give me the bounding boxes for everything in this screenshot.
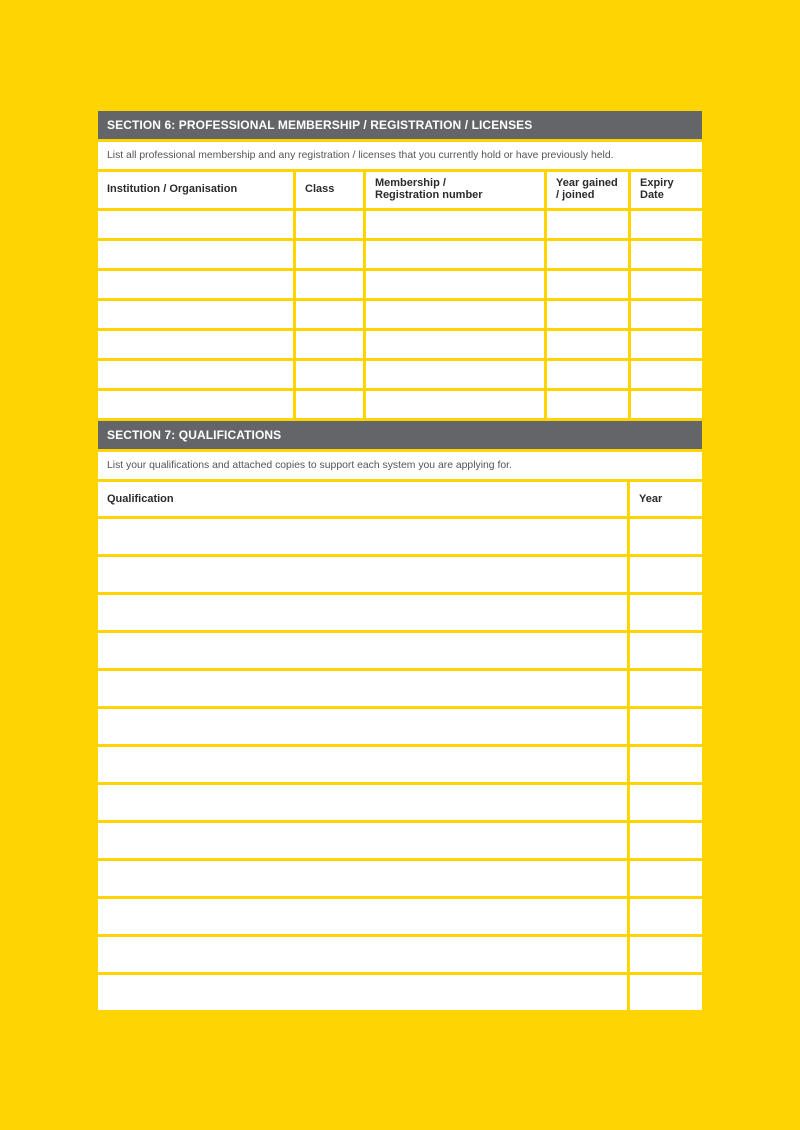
membership-number-cell[interactable] (363, 331, 544, 358)
table-row (98, 820, 702, 858)
expiry-date-cell[interactable] (628, 361, 702, 388)
section-7-instructions: List your qualifications and attached copies to support each system you are applying for. (98, 449, 702, 479)
class-cell[interactable] (293, 211, 363, 238)
institution-cell[interactable] (98, 331, 293, 358)
qualification-cell[interactable] (98, 899, 627, 934)
class-cell[interactable] (293, 241, 363, 268)
year-cell[interactable] (627, 709, 702, 744)
membership-number-cell[interactable] (363, 211, 544, 238)
column-header-expiry-date: Expiry Date (628, 172, 702, 208)
institution-cell[interactable] (98, 391, 293, 418)
column-header-qualification: Qualification (98, 482, 627, 516)
qualification-cell[interactable] (98, 557, 627, 592)
year-cell[interactable] (627, 785, 702, 820)
table-row (98, 298, 702, 328)
membership-number-cell[interactable] (363, 271, 544, 298)
year-cell[interactable] (627, 671, 702, 706)
membership-number-cell[interactable] (363, 241, 544, 268)
column-header-year-gained: Year gained / joined (544, 172, 628, 208)
year-cell[interactable] (627, 899, 702, 934)
qualification-cell[interactable] (98, 709, 627, 744)
table-row (98, 554, 702, 592)
table-row (98, 934, 702, 972)
table-row (98, 208, 702, 238)
expiry-date-cell[interactable] (628, 241, 702, 268)
table-row (98, 744, 702, 782)
section-6-instructions: List all professional membership and any registration / licenses that you currently hold or have previously held. (98, 139, 702, 169)
table-row (98, 238, 702, 268)
table-row (98, 782, 702, 820)
expiry-date-cell[interactable] (628, 301, 702, 328)
year-cell[interactable] (627, 747, 702, 782)
institution-cell[interactable] (98, 241, 293, 268)
year-cell[interactable] (627, 595, 702, 630)
class-cell[interactable] (293, 301, 363, 328)
section-6-table-header (98, 169, 702, 208)
table-row (98, 328, 702, 358)
table-row (98, 388, 702, 418)
year-gained-cell[interactable] (544, 391, 628, 418)
institution-cell[interactable] (98, 271, 293, 298)
application-form (98, 111, 702, 1010)
table-row (98, 358, 702, 388)
year-cell[interactable] (627, 519, 702, 554)
section-6-header: SECTION 6: PROFESSIONAL MEMBERSHIP / REGISTRATION / LICENSES (98, 111, 702, 139)
qualification-cell[interactable] (98, 785, 627, 820)
section-7-table-body (98, 516, 702, 1010)
year-cell[interactable] (627, 937, 702, 972)
column-header-year: Year (627, 482, 702, 516)
table-row (98, 858, 702, 896)
year-gained-cell[interactable] (544, 211, 628, 238)
qualification-cell[interactable] (98, 937, 627, 972)
institution-cell[interactable] (98, 211, 293, 238)
qualification-cell[interactable] (98, 823, 627, 858)
qualification-cell[interactable] (98, 747, 627, 782)
institution-cell[interactable] (98, 361, 293, 388)
qualification-cell[interactable] (98, 975, 627, 1010)
table-row (98, 668, 702, 706)
year-gained-cell[interactable] (544, 301, 628, 328)
class-cell[interactable] (293, 271, 363, 298)
table-row (98, 516, 702, 554)
qualification-cell[interactable] (98, 633, 627, 668)
year-cell[interactable] (627, 633, 702, 668)
membership-number-cell[interactable] (363, 301, 544, 328)
expiry-date-cell[interactable] (628, 391, 702, 418)
membership-number-cell[interactable] (363, 361, 544, 388)
column-header-institution: Institution / Organisation (98, 172, 293, 208)
year-cell[interactable] (627, 823, 702, 858)
institution-cell[interactable] (98, 301, 293, 328)
expiry-date-cell[interactable] (628, 211, 702, 238)
expiry-date-cell[interactable] (628, 331, 702, 358)
column-header-membership-number: Membership / Registration number (363, 172, 544, 208)
table-row (98, 972, 702, 1010)
class-cell[interactable] (293, 391, 363, 418)
year-cell[interactable] (627, 975, 702, 1010)
column-header-class: Class (293, 172, 363, 208)
section-7-header: SECTION 7: QUALIFICATIONS (98, 421, 702, 449)
table-row (98, 896, 702, 934)
year-cell[interactable] (627, 557, 702, 592)
table-row (98, 592, 702, 630)
membership-number-cell[interactable] (363, 391, 544, 418)
class-cell[interactable] (293, 361, 363, 388)
qualification-cell[interactable] (98, 595, 627, 630)
year-gained-cell[interactable] (544, 241, 628, 268)
year-gained-cell[interactable] (544, 331, 628, 358)
table-row (98, 630, 702, 668)
qualification-cell[interactable] (98, 861, 627, 896)
class-cell[interactable] (293, 331, 363, 358)
table-row (98, 268, 702, 298)
year-gained-cell[interactable] (544, 361, 628, 388)
expiry-date-cell[interactable] (628, 271, 702, 298)
year-gained-cell[interactable] (544, 271, 628, 298)
qualification-cell[interactable] (98, 519, 627, 554)
table-row (98, 706, 702, 744)
qualification-cell[interactable] (98, 671, 627, 706)
year-cell[interactable] (627, 861, 702, 896)
section-6-table-body (98, 208, 702, 418)
section-7-table-header (98, 479, 702, 516)
